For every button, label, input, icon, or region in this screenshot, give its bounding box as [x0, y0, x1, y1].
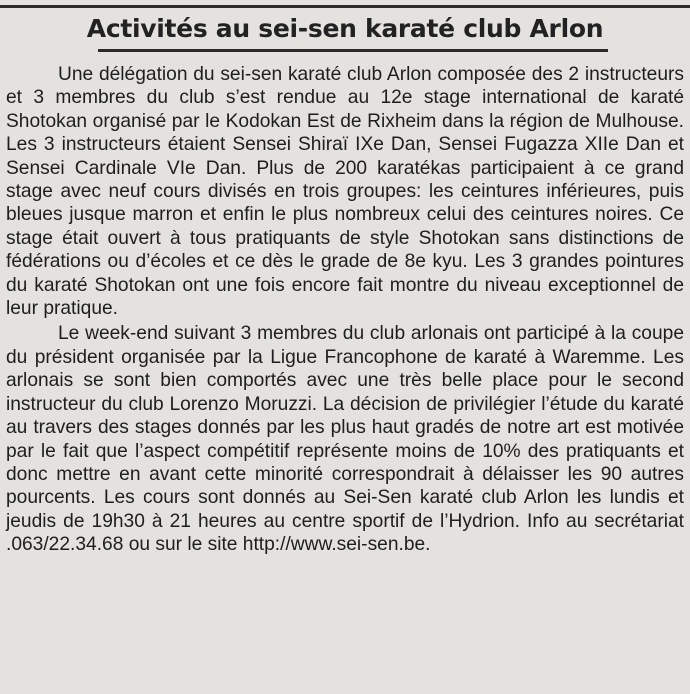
- article-body: [6, 63, 684, 557]
- article-paragraph-1: Une délégation du sei-sen karaté club Arlon composée des 2 instructeurs et 3 membres du club s’est rendue au 12e stage international de karaté Shotokan organisé par le Kodokan Est de Rixheim dans la région de Mulhouse. Les 3 instructeurs étaient Sensei Shiraï IXe Dan, Sensei Fugazza XIIe Dan et Sensei Cardinale VIe Dan. Plus de 200 karatékas participaient à ce grand stage avec neuf cours divisés en trois groupes: les ceintures inférieures, puis bleues jusque marron et enfin le plus nombreux celui des ceintures noires. Ce stage était ouvert à tous pratiquants de style Shotokan sans distinctions de fédérations ou d’écoles et ce dès le grade de 8e kyu. Les 3 grandes pointures du karaté Shotokan ont une fois encore fait montre du niveau exceptionnel de leur pratique.: [6, 64, 684, 320]
- article-paragraph-2: Le week-end suivant 3 membres du club arlonais ont participé à la coupe du président organisée par la Ligue Francophone de karaté à Waremme. Les arlonais se sont bien comportés avec une très belle place pour le second instructeur du club Lorenzo Moruzzi. La décision de privilégier l’étude du karaté au travers des stages donnés par les plus haut gradés de notre art est motivée par le fait que l’aspect compétitif représente moins de 10% des pratiquants et donc mettre en avant cette minorité correspondrait à délaisser les 90 autres pourcents. Les cours sont donnés au Sei-Sen karaté club Arlon les lundis et jeudis de 19h30 à 21 heures au centre sportif de l’Hydrion. Info au secrétariat .063/22.34.68 ou sur le site http://www.sei-sen.be.: [6, 323, 684, 556]
- headline-bar: [0, 5, 690, 45]
- article-title: Activités au sei-sen karaté club Arlon: [86, 14, 604, 43]
- title-underline: [98, 49, 608, 52]
